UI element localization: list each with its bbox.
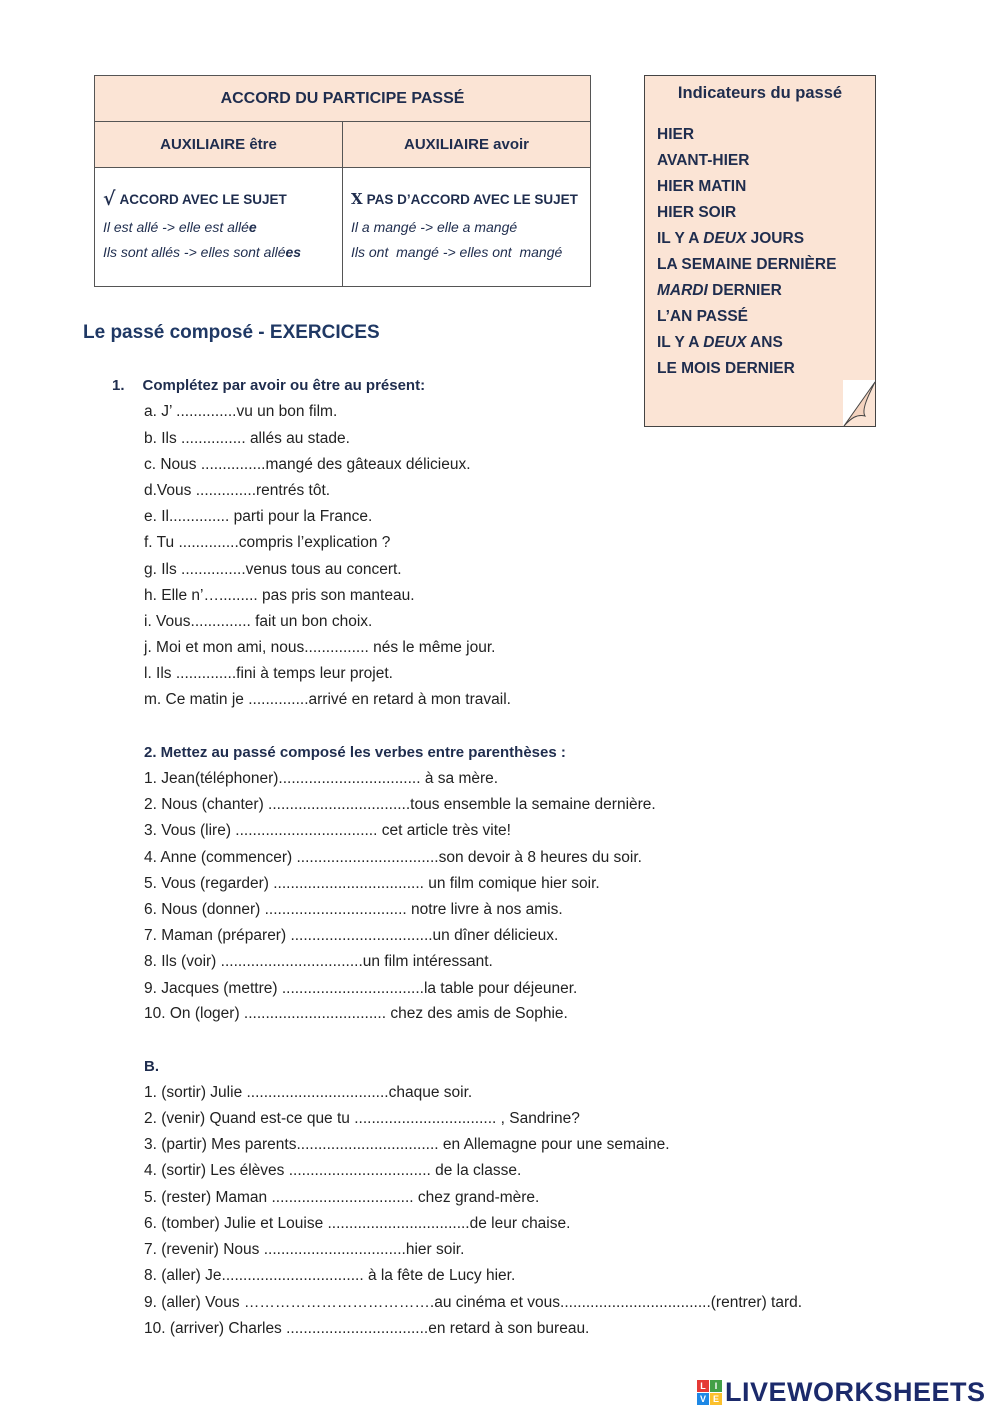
avoir-example-2: Ils ont mangé -> elles ont mangé xyxy=(351,244,563,260)
ending-highlight: e xyxy=(248,219,257,235)
list-item: IL Y A DEUX ANS xyxy=(657,334,783,351)
list-item: 1. (sortir) Julie .................................chaque soir. xyxy=(144,1084,473,1101)
avoir-rule-text: PAS D’ACCORD AVEC LE SUJET xyxy=(366,191,578,207)
table-title: ACCORD DU PARTICIPE PASSÉ xyxy=(95,76,591,122)
exercise-1-heading: 1. Complétez par avoir ou être au présent: xyxy=(112,377,426,394)
list-item: HIER xyxy=(657,126,695,143)
list-item: 8. Ils (voir) .................................un film intéressant. xyxy=(144,953,493,970)
list-item: a. J’ ..............vu un bon film. xyxy=(144,403,338,420)
logo-text: LIVEWORKSHEETS xyxy=(725,1376,986,1407)
exercises-title: Le passé composé - EXERCICES xyxy=(83,322,380,343)
list-item: 8. (aller) Je................................. à la fête de Lucy hier. xyxy=(144,1267,516,1284)
indicators-list xyxy=(657,125,836,385)
list-item: LE MOIS DERNIER xyxy=(657,360,795,377)
list-item: 4. (sortir) Les élèves ................................. de la classe. xyxy=(144,1162,522,1179)
list-item: 3. (partir) Mes parents................................. en Allemagne pour une semaine. xyxy=(144,1136,670,1153)
list-item: 6. Nous (donner) ................................. notre livre à nos amis. xyxy=(144,901,563,918)
list-item: HIER SOIR xyxy=(657,204,737,221)
indicators-note xyxy=(644,75,876,427)
list-item: c. Nous ...............mangé des gâteaux délicieux. xyxy=(144,456,471,473)
exercise-2-heading: 2. Mettez au passé composé les verbes entre parenthèses : xyxy=(144,744,566,761)
etre-example-2: Ils sont allés -> elles sont allées xyxy=(103,244,302,260)
cross-icon: X xyxy=(351,190,363,208)
etre-example-1: Il est allé -> elle est allée xyxy=(103,219,257,235)
list-item: m. Ce matin je ..............arrivé en retard à mon travail. xyxy=(144,691,511,708)
etre-rule xyxy=(103,188,342,210)
etre-rule-text: ACCORD AVEC LE SUJET xyxy=(119,191,287,207)
list-item: 5. (rester) Maman ................................. chez grand-mère. xyxy=(144,1189,540,1206)
list-item: b. Ils ............... allés au stade. xyxy=(144,430,350,447)
list-item: 5. Vous (regarder) ................................... un film comique hier soir. xyxy=(144,875,600,892)
list-item: 7. Maman (préparer) .................................un dîner délicieux. xyxy=(144,927,559,944)
list-item: l. Ils ..............fini à temps leur projet. xyxy=(144,665,393,682)
list-item: j. Moi et mon ami, nous............... nés le même jour. xyxy=(144,639,496,656)
list-item: 1. Jean(téléphoner)................................. à sa mère. xyxy=(144,770,499,787)
list-item: 6. (tomber) Julie et Louise .................................de leur chaise. xyxy=(144,1215,571,1232)
list-item: f. Tu ..............compris l’explication ? xyxy=(144,534,391,551)
avoir-example-1: Il a mangé -> elle a mangé xyxy=(351,219,518,235)
list-item: d.Vous ..............rentrés tôt. xyxy=(144,482,331,499)
list-item: 3. Vous (lire) ................................. cet article très vite! xyxy=(144,822,511,839)
list-item: LA SEMAINE DERNIÈRE xyxy=(657,256,837,273)
list-item: HIER MATIN xyxy=(657,178,747,195)
list-item: MARDI DERNIER xyxy=(657,282,782,299)
exercise-b-heading: B. xyxy=(144,1058,159,1075)
header-avoir: AUXILIAIRE avoir xyxy=(343,122,591,168)
etre-cell xyxy=(95,168,343,287)
list-item: 4. Anne (commencer) .................................son devoir à 8 heures du soir. xyxy=(144,849,642,866)
list-item: g. Ils ...............venus tous au concert. xyxy=(144,561,402,578)
list-item: 2. Nous (chanter) .................................tous ensemble la semaine dernière. xyxy=(144,796,656,813)
list-item: h. Elle n’…......... pas pris son manteau. xyxy=(144,587,415,604)
list-item: AVANT-HIER xyxy=(657,152,750,169)
avoir-cell xyxy=(343,168,591,287)
list-item: L’AN PASSÉ xyxy=(657,308,749,325)
check-icon: √ xyxy=(103,188,116,210)
list-item: i. Vous.............. fait un bon choix. xyxy=(144,613,373,630)
list-item: 2. (venir) Quand est-ce que tu ................................. , Sandrine? xyxy=(144,1110,580,1127)
logo-badge-icon: L I V E xyxy=(697,1380,722,1405)
grammar-table xyxy=(94,75,591,287)
liveworksheets-logo xyxy=(697,1376,986,1408)
ending-highlight: es xyxy=(285,244,302,260)
list-item: 9. Jacques (mettre) .................................la table pour déjeuner. xyxy=(144,980,578,997)
list-item: 10. On (loger) ................................. chez des amis de Sophie. xyxy=(144,1005,568,1022)
list-item: 10. (arriver) Charles .................................en retard à son bureau. xyxy=(144,1320,590,1337)
header-etre: AUXILIAIRE être xyxy=(95,122,343,168)
indicators-title: Indicateurs du passé xyxy=(677,84,843,102)
list-item: 9. (aller) Vous ……………………………….au cinéma et vous...................................(rentrer) tard. xyxy=(144,1294,803,1311)
list-item: IL Y A DEUX JOURS xyxy=(657,230,805,247)
list-item: e. Il.............. parti pour la France. xyxy=(144,508,373,525)
list-item: 7. (revenir) Nous .................................hier soir. xyxy=(144,1241,465,1258)
page-curl-icon xyxy=(843,380,877,428)
avoir-rule xyxy=(351,188,590,210)
